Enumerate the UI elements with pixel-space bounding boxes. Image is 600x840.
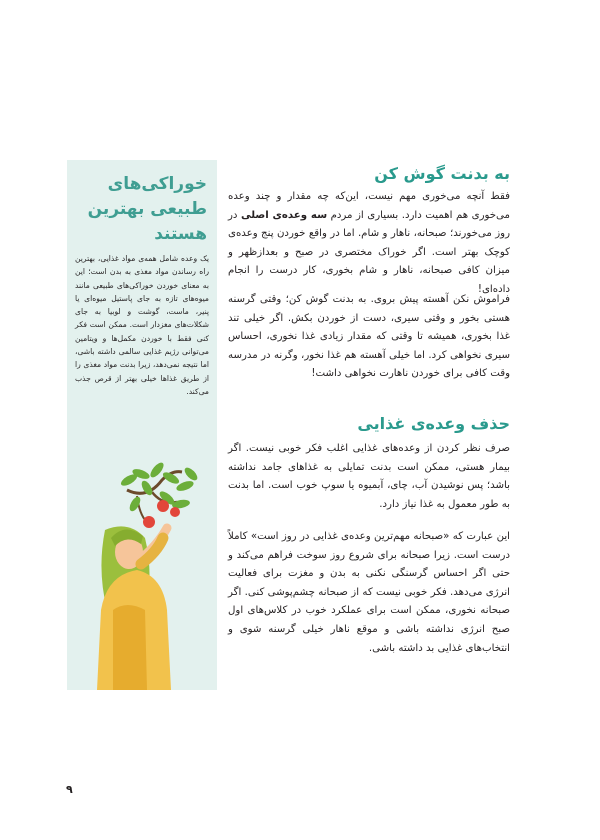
emphasis-text: سه وعده‌ی اصلی [240,209,328,221]
paragraph-meals [228,188,510,300]
section-heading-skip-meal: حذف وعده‌ی غذایی [357,414,510,433]
paragraph-slow-down: فراموش نکن آهسته پیش بروی. به بدنت گوش کن؛ وقتی گرسنه هستی بخور و وقتی سیری، دست از خوردن بکش. اگر خیلی تند غذا بخوری، همیشه تا وقتی که مقدار زیادی غذا نخوری، احساس سیری نخواهی کرد. اما خیلی آهسته هم غذا نخور، وگرنه در مدرسه وقت کافی برای خوردن ناهارت نخواهی داشت! [228,294,510,380]
sidebar-title: خوراکی‌های طبیعی بهترین هستند [87,174,207,244]
section-heading-listen: به بدنت گوش کن [374,164,510,183]
paragraph-breakfast: این عبارت که «صبحانه مهم‌ترین وعده‌ی غذایی در روز است» کاملاً درست است. زیرا صبحانه برای شروع روز سوخت فراهم می‌کند و حتی اگر احساس گرسنگی نکنی به بدن و مغزت برای فعالیت انرژی می‌دهد. فکر خوبی نیست که از صبحانه چشم‌پوشی کنی. اگر صبحانه نخوری، ممکن است برای عملکرد خوب در کلاس‌های اول صبح انرژی نداشته باشی و موقع ناهار خیلی گرسنه شوی و انتخاب‌های غذایی بد داشته باشی. [228,531,510,654]
girl-picking-apples-illustration [67,460,217,690]
paragraph-text: فقط آنچه می‌خوری مهم نیست، این‌که چه مقدار و چند وعده می‌خوری هم اهمیت دارد. بسیاری از مردم [228,191,510,221]
sidebar-text: یک وعده شامل همه‌ی مواد غذایی، بهترین راه رساندن مواد مغذی به بدن است؛ این به معنای خوردن خوراکی‌های طبیعی مانند میوه‌های تازه به جای پاستیل میوه‌ای یا پنیر، ماست، گوشت و لوبیا به جای شکلات‌های مغزدار است. ممکن است فکر کنی فقط با خوردن مکمل‌ها و ویتامین می‌توانی رژیم غذایی سالمی داشته باشی، اما نتیجه نمی‌دهد، زیرا بدنت مواد مغذی را از طریق غذاها خیلی بهتر از قرص جذب می‌کند. [75,254,209,396]
paragraph-skipping: صرف نظر کردن از وعده‌های غذایی اغلب فکر خوبی نیست. اگر بیمار هستی، ممکن است بدنت تمایلی به غذاهای جامد نداشته باشد؛ پس نوشیدن آب، چای، آبمیوه یا سوپ خوب است. اما بدنت به طور معمول به غذا نیاز دارد. [228,443,510,510]
page-number: ۹ [66,783,73,796]
sidebar-box [67,160,217,690]
paragraph-text: در روز می‌خورند؛ صبحانه، ناهار و شام. اما در واقع خوردن پنج وعده‌ی کوچک بهتر است. اگر خوراک مختصری در صبح و بعدازظهر و میزان کافی صبحانه، ناهار و شام بخوری، کار درست را انجام داده‌ای! [228,209,510,295]
